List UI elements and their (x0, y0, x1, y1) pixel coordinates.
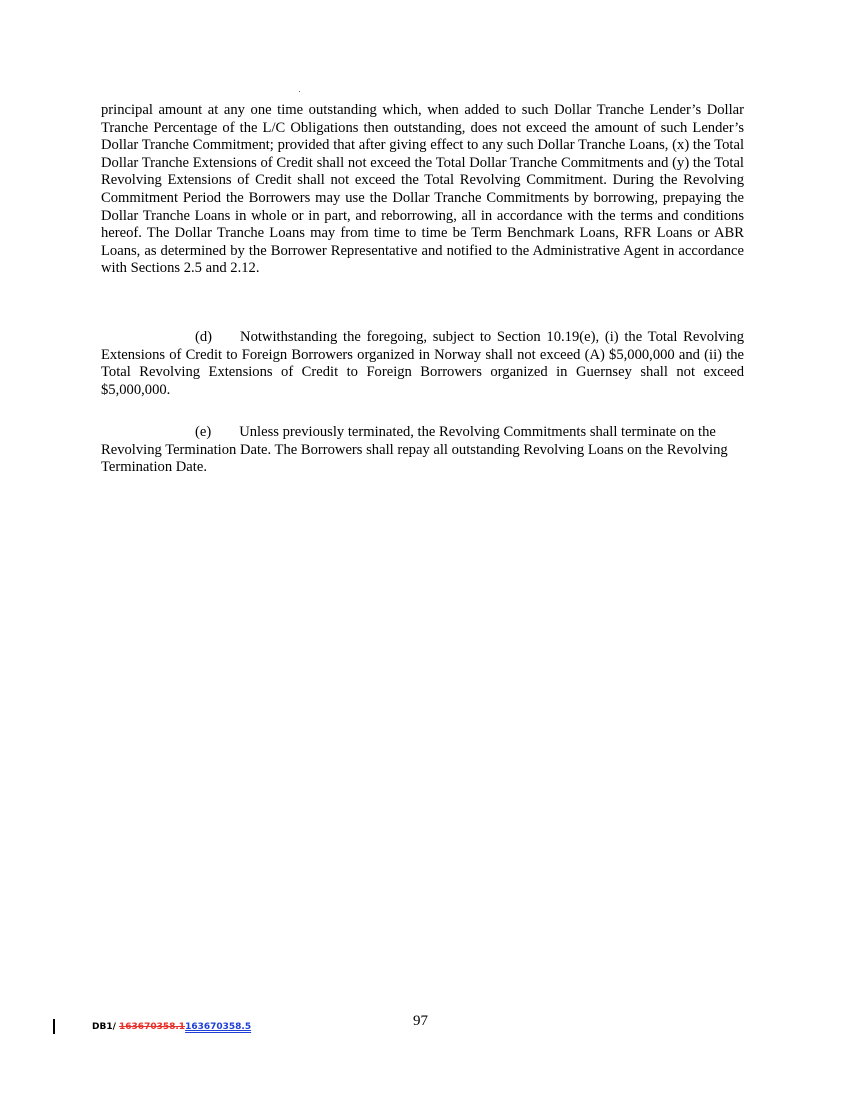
paragraph-e (101, 424, 744, 477)
inserted-document-id: 163670358.5 (185, 1022, 252, 1032)
paragraph-d (101, 329, 744, 399)
change-bar (53, 1019, 55, 1034)
page-number: 97 (413, 1013, 428, 1029)
deleted-document-id: 163670358.1 (119, 1022, 186, 1032)
document-id (92, 1021, 251, 1033)
paragraph-e-text: Unless previously terminated, the Revolving Commitments shall terminate on the Revolving Termination Date. The Borrowers shall repay all outstanding Revolving Loans on the Revolving Termination Date. (101, 424, 728, 476)
paragraph-d-text: Notwithstanding the foregoing, subject to Section 10.19(e), (i) the Total Revolving Extensions of Credit to Foreign Borrowers organized in Norway shall not exceed (A) $5,000,000 and (ii) the Total Revolving Extensions of Credit to Foreign Borrowers organized in Guernsey shall not exceed $5,000,000. (101, 329, 744, 398)
document-id-prefix: DB1/ (92, 1022, 120, 1032)
paragraph-continuation: principal amount at any one time outstanding which, when added to such Dollar Tranche Lender’s Dollar Tranche Percentage of the L/C Obligations then outstanding, does not exceed the amount of such Lender’s Dollar Tranche Commitment; provided that after giving effect to any such Dollar Tranche Loans, (x) the Total Dollar Tranche Extensions of Credit shall not exceed the Total Dollar Tranche Commitments and (y) the Total Revolving Extensions of Credit shall not exceed the Total Revolving Commitment. During the Revolving Commitment Period the Borrowers may use the Dollar Tranche Commitments by borrowing, prepaying the Dollar Tranche Loans in whole or in part, and reborrowing, all in accordance with the terms and conditions hereof. The Dollar Tranche Loans may from time to time be Term Benchmark Loans, RFR Loans or ABR Loans, as determined by the Borrower Representative and notified to the Administrative Agent in accordance with Sections 2.5 and 2.12. (101, 102, 744, 277)
paragraph-d-label: (d) (195, 329, 213, 345)
paragraph-e-label: (e) (195, 424, 212, 440)
stray-mark (299, 91, 300, 92)
